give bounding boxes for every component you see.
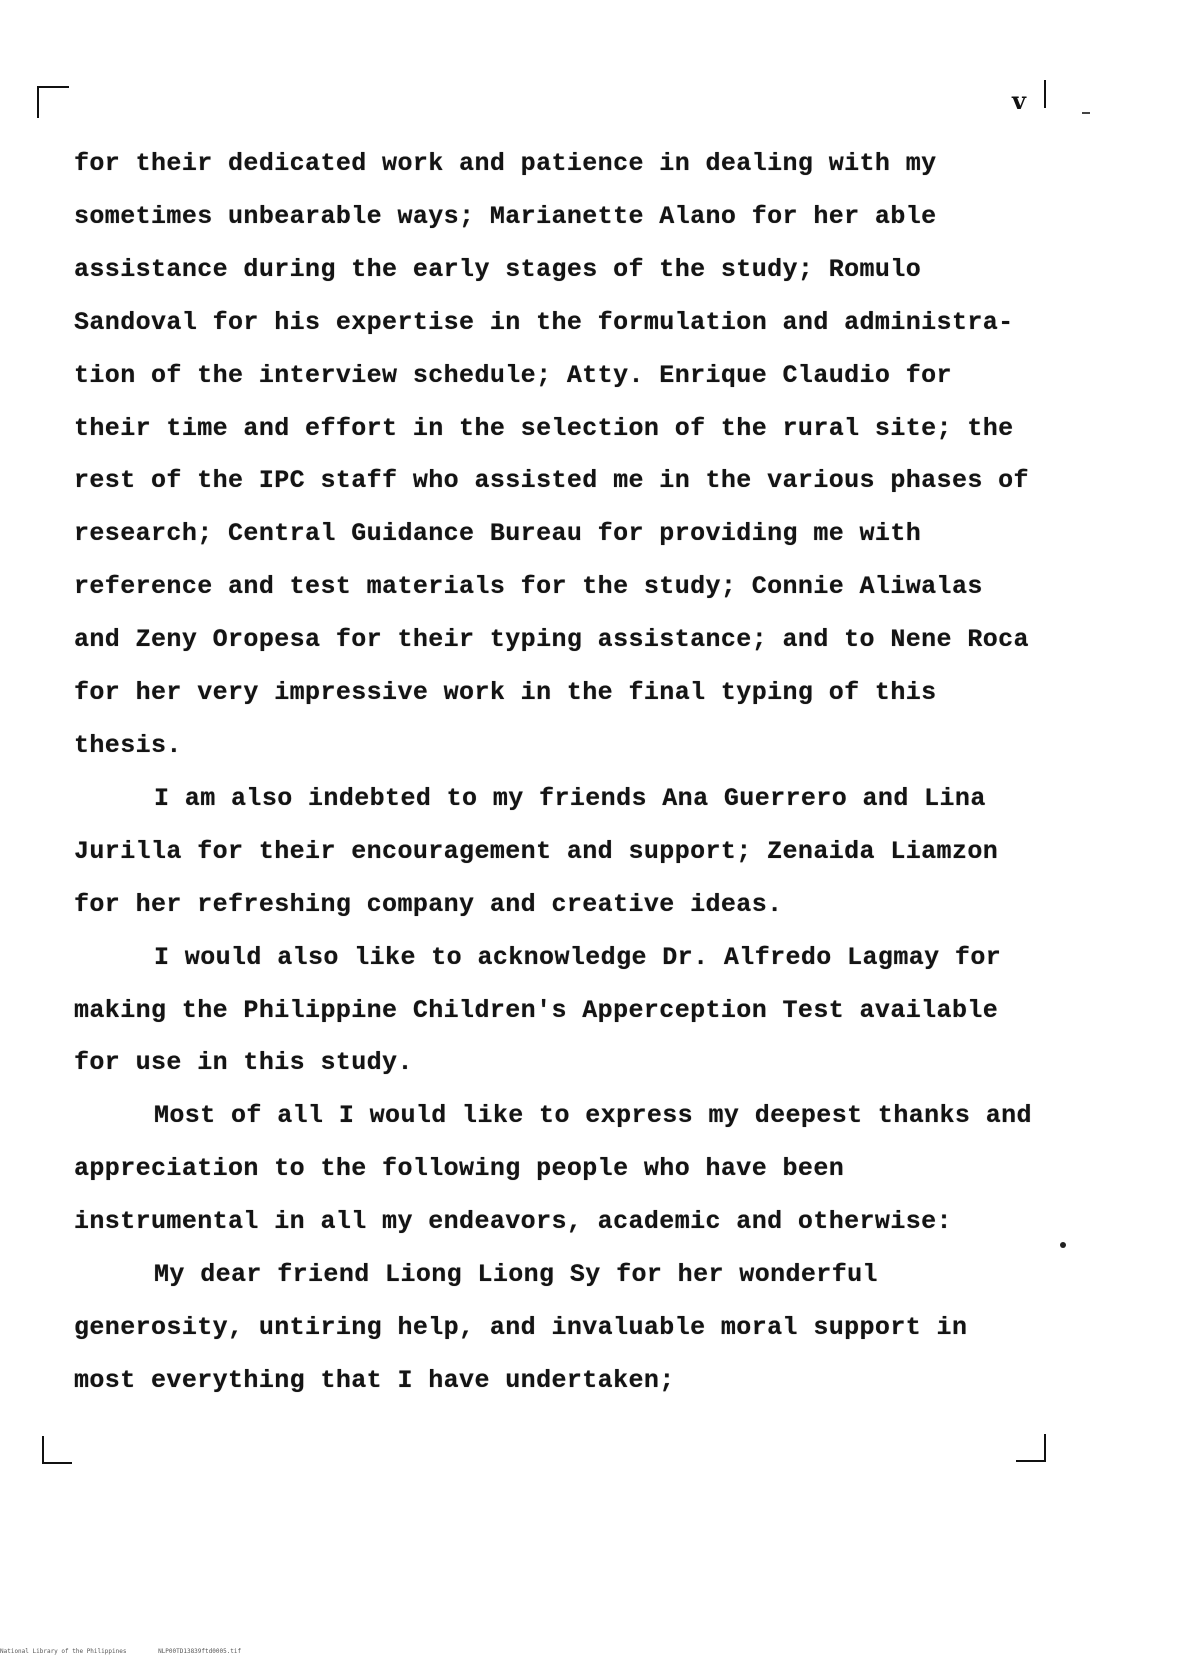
stray-mark [1082, 112, 1090, 114]
footer-library: National Library of the Philippines [0, 1648, 127, 1655]
stray-dot [1060, 1242, 1066, 1248]
crop-mark-bottom-left [42, 1436, 72, 1464]
paragraph-dear-friend: My dear friend Liong Liong Sy for her wonderful generosity, untiring help, and invaluable moral support in most everything that I have undertaken; [74, 1260, 968, 1395]
crop-mark-bottom-right [1016, 1434, 1046, 1462]
crop-mark-top-right [1024, 80, 1046, 108]
body-text [74, 138, 1034, 1408]
paragraph-friends: I am also indebted to my friends Ana Guerrero and Lina Jurilla for their encouragement and support; Zenaida Liamzon for her refreshing company and creative ideas. [74, 783, 999, 919]
page-number: v [1012, 86, 1026, 115]
scan-footer [0, 1648, 269, 1655]
paragraph-continuation: for their dedicated work and patience in dealing with my sometimes unbearable ways; Marianette Alano for her able assistance during the early stages of the study; Romulo Sandoval for his expertise in the formulation and administra-tion of the interview schedule; Atty. Enrique Claudio for their time and effort in the selection of the rural site; the rest of the IPC staff who assisted me in the various phases of research; Central Guidance Bureau for providing me with reference and test materials for the study; Connie Aliwalas and Zeny Oropesa for their typing assistance; and to Nene Roca for her very impressive work in the final typing of this thesis. [74, 149, 1029, 760]
crop-mark-top-left [37, 86, 69, 118]
paragraph-acknowledge: I would also like to acknowledge Dr. Alfredo Lagmay for making the Philippine Children's Apperception Test available for use in this study. [74, 942, 1002, 1078]
paragraph-thanks: Most of all I would like to express my deepest thanks and appreciation to the following people who have been instrumental in all my endeavors, academic and otherwise: [74, 1101, 1032, 1237]
footer-file: NLP00TD13839ftd0005.tif [158, 1648, 242, 1655]
